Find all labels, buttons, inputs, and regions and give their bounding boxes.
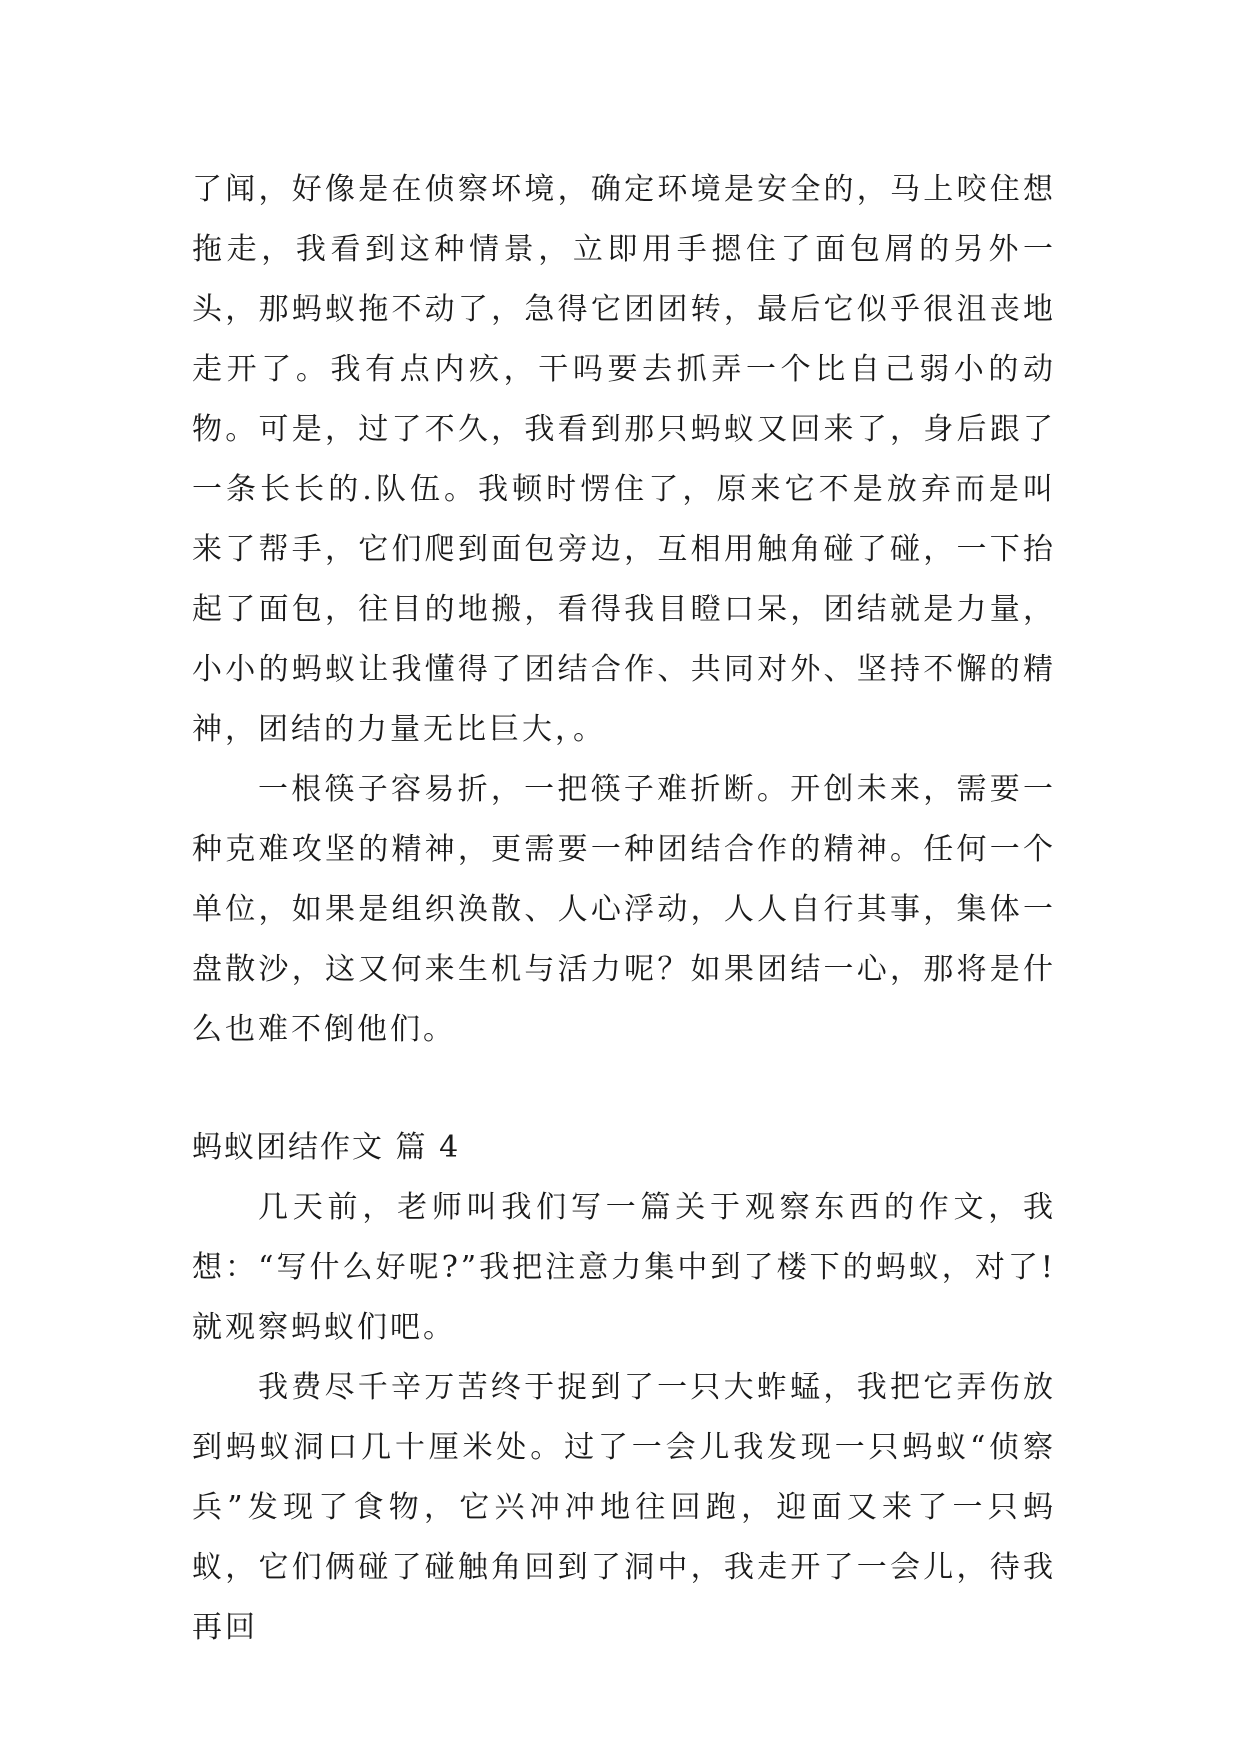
paragraph-chopsticks: 一根筷子容易折，一把筷子难折断。开创未来，需要一种克难攻坚的精神，更需要一种团结合作的精神。任何一个单位，如果是组织涣散、人心浮动，人人自行其事，集体一盘散沙，这又何来生机与活力呢？如果团结一心，那将是什么也难不倒他们。 [192,772,1056,1047]
document-body [192,160,1056,1658]
paragraph-continuation: 了闻，好像是在侦察坏境，确定环境是安全的，马上咬住想拖走，我看到这种情景，立即用手摁住了面包屑的另外一头，那蚂蚁拖不动了，急得它团团转，最后它似乎很沮丧地走开了。我有点内疚，干吗要去抓弄一个比自己弱小的动物。可是，过了不久，我看到那只蚂蚁又回来了，身后跟了一条长长的.队伍。我顿时愣住了，原来它不是放弃而是叫来了帮手，它们爬到面包旁边，互相用触角碰了碰，一下抬起了面包，往目的地搬，看得我目瞪口呆，团结就是力量，小小的蚂蚁让我懂得了团结合作、共同对外、坚持不懈的精神，团结的力量无比巨大，。 [192,172,1056,747]
paragraph-grasshopper: 我费尽千辛万苦终于捉到了一只大蚱蜢，我把它弄伤放到蚂蚁洞口几十厘米处。过了一会儿我发现一只蚂蚁“侦察兵”发现了食物，它兴冲冲地往回跑，迎面又来了一只蚂蚁，它们俩碰了碰触角回到了洞中，我走开了一会儿，待我再回 [192,1370,1056,1645]
paragraph-observe: 几天前，老师叫我们写一篇关于观察东西的作文，我想：“写什么好呢?”我把注意力集中到了楼下的蚂蚁，对了!就观察蚂蚁们吧。 [192,1190,1056,1345]
section-heading: 蚂蚁团结作文 篇 4 [192,1130,461,1165]
